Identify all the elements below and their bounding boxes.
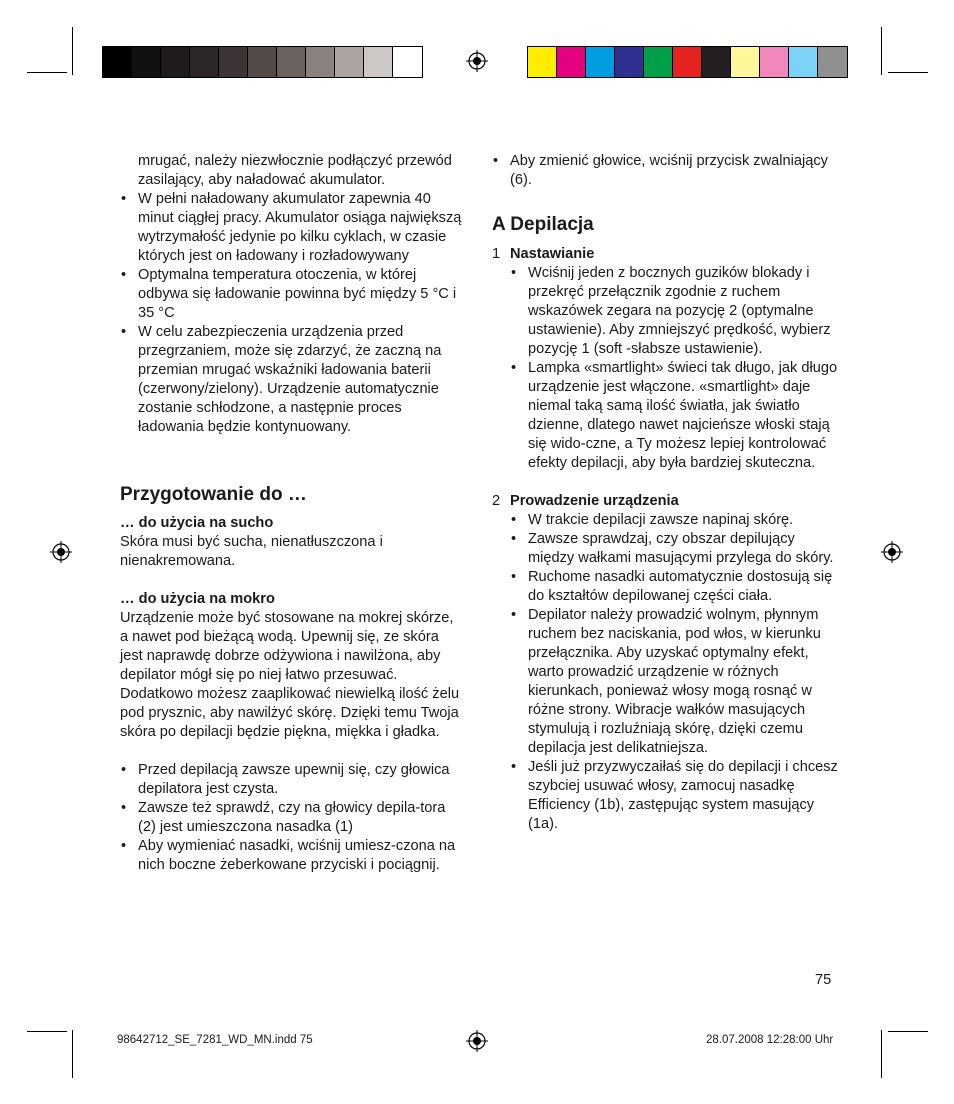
head-change-bullets: [492, 152, 842, 190]
right-column: [492, 152, 842, 834]
color-swatch: [393, 47, 422, 77]
registration-mark-icon: [466, 50, 488, 72]
color-swatch: [789, 47, 818, 77]
list-item: • Aby wymieniać nasadki, wciśnij umiesz-czona na nich boczne żeberkowane przyciski i pociągnij.: [120, 837, 465, 875]
list-item: • Lampka «smartlight» świeci tak długo, jak długo urządzenie jest włączone. «smartlight» daje niemal taką samą ilość światła, jak światło dzienne, dlatego nawet najcieńsze włoski stają się wido-czne, a Ty możesz lepiej kontrolować efekty depilacji, aby była bardziej skuteczna.: [510, 359, 842, 473]
crop-mark: [72, 1030, 73, 1078]
setting-bullets: [510, 264, 842, 473]
step-guiding-title: [492, 492, 842, 511]
list-item: • Przed depilacją zawsze upewnij się, czy głowica depilatora jest czysta.: [120, 761, 465, 799]
color-swatch: [702, 47, 731, 77]
list-item: • Ruchome nasadki automatycznie dostosują się do kształtów depilowanej części ciała.: [510, 568, 842, 606]
footer-filename: 98642712_SE_7281_WD_MN.indd 75: [117, 1034, 313, 1046]
color-swatch: [132, 47, 161, 77]
color-swatch: [557, 47, 586, 77]
page-number: 75: [815, 972, 832, 988]
list-item: • Jeśli już przyzwyczaiłaś się do depilacji i chcesz szybciej usuwać włosy, zamocuj nasadkę Efficiency (1b), zastępując system masujący (1a).: [510, 758, 842, 834]
step-title: Prowadzenie urządzenia: [510, 493, 679, 509]
list-item: • W trakcie depilacji zawsze napinaj skórę.: [510, 511, 842, 530]
crop-mark: [72, 27, 73, 75]
list-item: • Wciśnij jeden z bocznych guzików blokady i przekręć przełącznik zgodnie z ruchem wskazówek zegara na pozycję 2 (optymalne ustawienie). Aby zmniejszyć prędkość, wybierz pozycję 1 (soft -słabsze ustawienie).: [510, 264, 842, 359]
process-color-bar: [527, 46, 848, 78]
charging-bullets: [120, 190, 465, 437]
crop-mark: [27, 72, 67, 73]
left-column: [120, 152, 465, 875]
footer-timestamp: 28.07.2008 12:28:00 Uhr: [706, 1034, 834, 1046]
color-swatch: [248, 47, 277, 77]
color-swatch: [364, 47, 393, 77]
section-heading-preparation: Przygotowanie do …: [120, 484, 307, 505]
dry-use-text: Skóra musi być sucha, nienatłuszczona i nienakremowana.: [120, 534, 383, 569]
registration-mark-icon: [50, 541, 72, 563]
guiding-bullets: [510, 511, 842, 834]
wet-use-title: … do użycia na mokro: [120, 591, 275, 607]
color-swatch: [760, 47, 789, 77]
list-item: • Zawsze sprawdzaj, czy obszar depilujący między wałkami masującymi przylega do skóry.: [510, 530, 842, 568]
registration-mark-icon: [881, 541, 903, 563]
crop-mark: [881, 1030, 882, 1078]
color-swatch: [277, 47, 306, 77]
list-item: • Aby zmienić głowice, wciśnij przycisk zwalniający (6).: [492, 152, 842, 190]
section-heading-depilation: A Depilacja: [492, 214, 594, 235]
crop-mark: [888, 1031, 928, 1032]
list-item: • Depilator należy prowadzić wolnym, płynnym ruchem bez naciskania, pod włos, w kierunku przełącznika. Aby uzyskać optymalny efekt, warto prowadzić urządzenie w różnych kierunkach, ponieważ włosy mogą rosnąć w różne strony. Wibracje wałków masujących stymulują i rozluźniają skórę, dzięki czemu depilacja jest delikatniejsza.: [510, 606, 842, 758]
color-swatch: [161, 47, 190, 77]
step-setting-title: [492, 245, 842, 264]
intro-continuation: mrugać, należy niezwłocznie podłączyć przewód zasilający, aby naładować akumulator.: [138, 153, 452, 188]
color-swatch: [615, 47, 644, 77]
color-swatch: [335, 47, 364, 77]
color-swatch: [528, 47, 557, 77]
wet-use-text: Urządzenie może być stosowane na mokrej skórze, a nawet pod bieżącą wodą. Upewnij się, ze skóra jest naprawdę dobrze odżywiona i nawilżona, aby depilator mógł się po niej łatwo przesuwać. Dodatkowo możesz zaaplikować niewielką ilość żelu pod prysznic, aby nawilżyć skórę. Dzięki temu Twoja skóra po depilacji będzie piękna, miękka i gładka.: [120, 610, 460, 740]
registration-mark-icon: [466, 1030, 488, 1052]
crop-mark: [27, 1031, 67, 1032]
list-item: • Zawsze też sprawdź, czy na głowicy depila-tora (2) jest umieszczona nasadka (1): [120, 799, 465, 837]
list-item: • W pełni naładowany akumulator zapewnia 40 minut ciągłej pracy. Akumulator osiąga największą wytrzymałość jedynie po kilku cyklach, w czasie których jest on ładowany i rozładowywany: [120, 190, 465, 266]
color-swatch: [306, 47, 335, 77]
gray-color-bar: [102, 46, 423, 78]
dry-use-title: … do użycia na sucho: [120, 515, 274, 531]
step-number: 1: [492, 246, 501, 262]
list-item: • W celu zabezpieczenia urządzenia przed przegrzaniem, może się zdarzyć, że zaczną na przemian mrugać wskaźniki ładowania baterii (czerwony/zielony). Urządzenie automatycznie zostanie schłodzone, a następnie proces ładowania będzie kontynuowany.: [120, 323, 465, 437]
crop-mark: [888, 72, 928, 73]
step-title: Nastawianie: [510, 246, 595, 262]
crop-mark: [881, 27, 882, 75]
color-swatch: [644, 47, 673, 77]
color-swatch: [818, 47, 847, 77]
color-swatch: [731, 47, 760, 77]
color-swatch: [103, 47, 132, 77]
step-number: 2: [492, 493, 501, 509]
list-item: • Optymalna temperatura otoczenia, w której odbywa się ładowanie powinna być między 5 °C i 35 °C: [120, 266, 465, 323]
color-swatch: [586, 47, 615, 77]
color-swatch: [219, 47, 248, 77]
preparation-bullets: [120, 761, 465, 875]
color-swatch: [673, 47, 702, 77]
color-swatch: [190, 47, 219, 77]
